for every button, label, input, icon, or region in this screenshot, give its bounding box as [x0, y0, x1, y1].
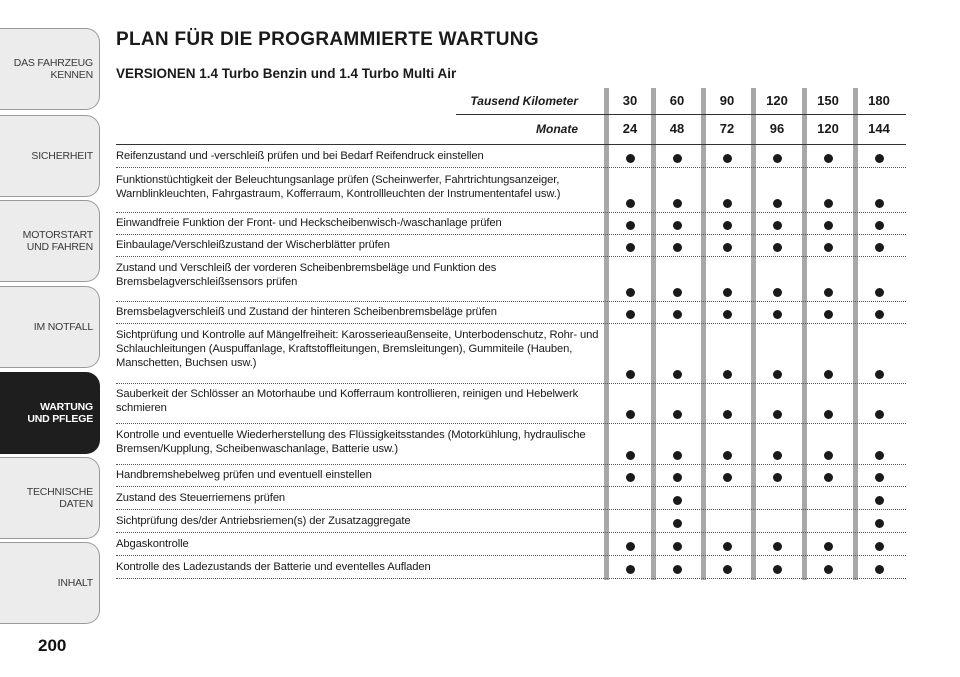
page-title: PLAN FÜR DIE PROGRAMMIERTE WARTUNG — [116, 29, 539, 50]
service-mark — [673, 519, 682, 528]
table-row — [116, 384, 906, 424]
header-kilometers-value: 180 — [868, 93, 890, 108]
row-divider — [116, 423, 906, 424]
table-row — [116, 213, 906, 235]
service-mark — [673, 410, 682, 419]
service-mark — [673, 310, 682, 319]
header-kilometers-value: 60 — [669, 93, 685, 108]
service-mark — [673, 542, 682, 551]
task-description: Einbaulage/Verschleißzustand der Wischerblätter prüfen — [116, 239, 390, 251]
table-row — [116, 170, 906, 213]
table-row — [116, 235, 906, 257]
service-mark — [723, 410, 732, 419]
service-mark — [875, 310, 884, 319]
service-mark — [875, 243, 884, 252]
row-divider — [116, 555, 906, 556]
service-mark — [723, 288, 732, 297]
service-mark — [875, 370, 884, 379]
maintenance-table — [116, 88, 906, 588]
sidebar-tab-label-line: WARTUNG — [40, 401, 93, 413]
sidebar-tab-motorstart-und-fahren[interactable] — [0, 200, 100, 282]
task-description: Bremsbelagverschleiß und Zustand der hinteren Scheibenbremsbeläge prüfen — [116, 306, 497, 318]
service-mark — [626, 473, 635, 482]
sidebar-tab-label-line: TECHNISCHE — [26, 486, 93, 498]
service-mark — [875, 410, 884, 419]
table-row — [116, 488, 906, 510]
service-mark — [673, 565, 682, 574]
service-mark — [673, 451, 682, 460]
service-mark — [673, 154, 682, 163]
section-subtitle: VERSIONEN 1.4 Turbo Benzin und 1.4 Turbo Multi Air — [116, 66, 457, 81]
header-months-value: 120 — [817, 121, 839, 136]
header-separator — [456, 114, 906, 115]
sidebar-tab-label — [27, 401, 93, 425]
sidebar-tab-label-line: UND FAHREN — [26, 241, 93, 253]
sidebar-tab-label-line: MOTORSTART — [22, 229, 93, 241]
service-mark — [626, 542, 635, 551]
sidebar-tab-label — [34, 321, 93, 333]
header-kilometers — [116, 88, 906, 114]
sidebar-tab-wartung-und-pflege[interactable] — [0, 372, 100, 454]
service-mark — [773, 370, 782, 379]
sidebar-tab-technische-daten[interactable] — [0, 457, 100, 539]
header-months-value: 72 — [719, 121, 735, 136]
table-row — [116, 557, 906, 579]
service-mark — [773, 221, 782, 230]
service-mark — [824, 288, 833, 297]
service-mark — [773, 199, 782, 208]
task-description: Kontrolle des Ladezustands der Batterie und eventelles Aufladen — [116, 561, 431, 573]
sidebar-tab-label — [58, 577, 93, 589]
service-mark — [723, 199, 732, 208]
service-mark — [875, 519, 884, 528]
task-description: Funktionstüchtigkeit der Beleuchtungsanlage prüfen (Scheinwerfer, Fahrtrichtungsanzeiger, Warnblinkleuchten, Fahrgastraum, Kofferraum, Kontrollleuchten der Instrumententafel usw.) — [116, 174, 561, 200]
sidebar-tab-inhalt[interactable] — [0, 542, 100, 624]
header-months-value: 144 — [868, 121, 890, 136]
row-divider — [116, 532, 906, 533]
header-kilometers-value: 30 — [622, 93, 638, 108]
service-mark — [875, 288, 884, 297]
table-row — [116, 258, 906, 302]
sidebar-tab-label-line: DATEN — [59, 498, 93, 510]
sidebar-tab-label-line: SICHERHEIT — [31, 150, 93, 162]
service-mark — [673, 221, 682, 230]
service-mark — [875, 221, 884, 230]
sidebar-tab-label-line: DAS FAHRZEUG — [13, 57, 93, 69]
table-row — [116, 146, 906, 168]
service-mark — [824, 565, 833, 574]
sidebar-tab-das-fahrzeug-kennen[interactable] — [0, 28, 100, 110]
service-mark — [875, 496, 884, 505]
table-row — [116, 534, 906, 556]
page-number: 200 — [38, 636, 67, 655]
table-row — [116, 465, 906, 487]
service-mark — [723, 451, 732, 460]
service-mark — [773, 451, 782, 460]
service-mark — [723, 154, 732, 163]
service-mark — [626, 565, 635, 574]
service-mark — [673, 243, 682, 252]
service-mark — [626, 221, 635, 230]
table-top-rule — [116, 144, 906, 145]
row-divider — [116, 486, 906, 487]
service-mark — [626, 288, 635, 297]
service-mark — [824, 221, 833, 230]
sidebar-tab-sicherheit[interactable] — [0, 115, 100, 197]
service-mark — [875, 542, 884, 551]
task-description: Zustand und Verschleiß der vorderen Scheibenbremsbeläge und Funktion des Bremsbelagverschleißsensors prüfen — [116, 262, 497, 288]
service-mark — [875, 473, 884, 482]
service-mark — [875, 565, 884, 574]
service-mark — [773, 243, 782, 252]
task-description: Kontrolle und eventuelle Wiederherstellung des Flüssigkeitsstandes (Motorkühlung, hydraulische Bremsen/Kupplung, Scheibenwaschanlage, Batterie usw.) — [116, 429, 586, 455]
service-mark — [723, 473, 732, 482]
service-mark — [723, 221, 732, 230]
service-mark — [773, 410, 782, 419]
sidebar-tab-label-line: KENNEN — [50, 69, 93, 81]
header-months-value: 24 — [622, 121, 638, 136]
header-kilometers-value: 90 — [719, 93, 735, 108]
service-mark — [773, 288, 782, 297]
row-divider — [116, 509, 906, 510]
table-row — [116, 325, 906, 384]
service-mark — [626, 370, 635, 379]
sidebar-tab-label-line: INHALT — [57, 577, 93, 589]
row-divider — [116, 323, 906, 324]
table-row — [116, 425, 906, 465]
sidebar-tab-label-line: IM NOTFALL — [33, 321, 93, 333]
task-description: Abgaskontrolle — [116, 538, 189, 550]
service-mark — [824, 370, 833, 379]
sidebar-tab-label — [27, 486, 93, 510]
service-mark — [773, 565, 782, 574]
header-kilometers-value: 120 — [766, 93, 788, 108]
service-mark — [673, 473, 682, 482]
service-mark — [824, 473, 833, 482]
table-row — [116, 511, 906, 533]
service-mark — [875, 199, 884, 208]
row-divider — [116, 578, 906, 579]
task-description: Handbremshebelweg prüfen und eventuell einstellen — [116, 469, 372, 481]
service-mark — [875, 154, 884, 163]
service-mark — [824, 310, 833, 319]
table-row — [116, 302, 906, 324]
chapter-sidebar — [0, 0, 104, 677]
service-mark — [824, 542, 833, 551]
task-description: Sichtprüfung des/der Antriebsriemen(s) der Zusatzaggregate — [116, 515, 411, 527]
task-description: Zustand des Steuerriemens prüfen — [116, 492, 286, 504]
task-description: Sauberkeit der Schlösser an Motorhaube und Kofferraum kontrollieren, reinigen und Hebelwerk schmieren — [116, 388, 579, 414]
service-mark — [723, 310, 732, 319]
row-divider — [116, 167, 906, 168]
service-mark — [723, 370, 732, 379]
service-mark — [824, 199, 833, 208]
header-months — [116, 116, 906, 142]
service-mark — [824, 243, 833, 252]
sidebar-tab-label — [31, 150, 93, 162]
header-kilometers-label: Tausend Kilometer — [470, 94, 578, 108]
service-mark — [673, 288, 682, 297]
service-mark — [626, 410, 635, 419]
sidebar-tab-label-line: UND PFLEGE — [27, 413, 93, 425]
header-months-value: 96 — [769, 121, 785, 136]
service-mark — [673, 370, 682, 379]
header-months-value: 48 — [669, 121, 685, 136]
service-mark — [824, 451, 833, 460]
sidebar-tab-label — [14, 57, 93, 81]
service-mark — [626, 451, 635, 460]
service-mark — [773, 542, 782, 551]
service-mark — [723, 243, 732, 252]
service-mark — [626, 310, 635, 319]
service-mark — [824, 410, 833, 419]
service-mark — [773, 473, 782, 482]
service-mark — [673, 496, 682, 505]
sidebar-tab-label — [23, 229, 93, 253]
task-description: Sichtprüfung und Kontrolle auf Mängelfreiheit: Karosserieaußenseite, Unterbodenschutz, Rohr- und Schlauchleitungen (Auspuffanlage, Kraftstoffleitungen, Bremsleitungen), Gummiteile (Hauben, Manschetten, Buchsen usw.) — [116, 329, 599, 369]
header-kilometers-value: 150 — [817, 93, 839, 108]
task-description: Reifenzustand und -verschleiß prüfen und bei Bedarf Reifendruck einstellen — [116, 150, 484, 162]
service-mark — [723, 565, 732, 574]
service-mark — [626, 243, 635, 252]
service-mark — [773, 154, 782, 163]
row-divider — [116, 256, 906, 257]
service-mark — [875, 451, 884, 460]
sidebar-tab-im-notfall[interactable] — [0, 286, 100, 368]
service-mark — [824, 154, 833, 163]
header-months-label: Monate — [536, 122, 578, 136]
task-description: Einwandfreie Funktion der Front- und Heckscheibenwisch-/waschanlage prüfen — [116, 217, 502, 229]
service-mark — [626, 154, 635, 163]
service-mark — [723, 542, 732, 551]
service-mark — [673, 199, 682, 208]
service-mark — [773, 310, 782, 319]
service-mark — [626, 199, 635, 208]
